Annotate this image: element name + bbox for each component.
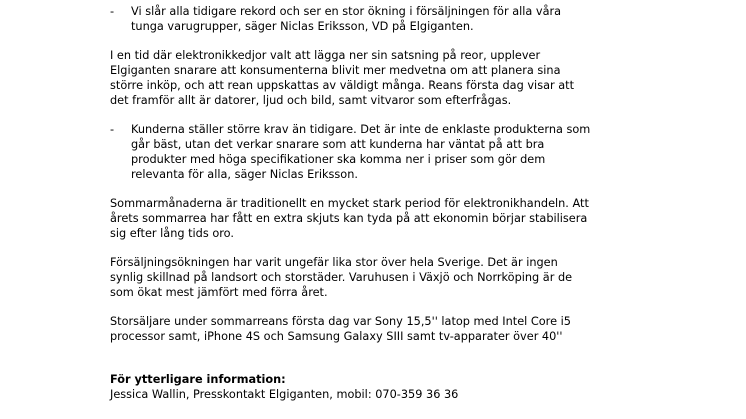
quote-2-line-2: går bäst, utan det verkar snarare som att kunderna har väntat på att bra [131, 138, 545, 151]
paragraph-2-line-2: årets sommarrea har fått en extra skjuts kan tyda på att ekonomin börjar stabilisera [110, 212, 588, 225]
quote-1-line-1: Vi slår alla tidigare rekord och ser en stor ökning i försäljningen för alla våra [131, 5, 562, 18]
quote-1-line-2: tunga varugrupper, säger Niclas Eriksson, VD på Elgiganten. [131, 20, 474, 33]
paragraph-3-line-1: Försäljningsökningen har varit ungefär lika stor över hela Sverige. Det är ingen [110, 256, 558, 269]
paragraph-1 [110, 48, 730, 108]
paragraph-1-line-1: I en tid där elektronikkedjor valt att lägga ner sin satsning på reor, upplever [110, 49, 541, 62]
paragraph-1-line-4: det framför allt är datorer, ljud och bild, samt vitvaror som efterfrågas. [110, 94, 512, 107]
contact-heading: För ytterligare information: [110, 373, 286, 386]
press-release-body [110, 0, 730, 402]
paragraph-4-line-2: processor samt, iPhone 4S och Samsung Galaxy SIII samt tv-apparater över 40'' [110, 330, 563, 343]
contact-section [110, 372, 730, 402]
paragraph-3 [110, 255, 730, 300]
bullet-dash: - [110, 5, 115, 18]
quote-bullet-1 [110, 4, 730, 34]
quote-2-line-1: Kunderna ställer större krav än tidigare. Det är inte de enklaste produkterna som [131, 123, 591, 136]
paragraph-4-line-1: Storsäljare under sommarreans första dag var Sony 15,5'' latop med Intel Core i5 [110, 315, 571, 328]
paragraph-3-line-2: synlig skillnad på landsort och storstäder. Varuhusen i Växjö och Norrköping är de [110, 271, 573, 284]
contact-line-1: Jessica Wallin, Presskontakt Elgiganten, mobil: 070-359 36 36 [110, 388, 459, 401]
quote-2-line-4: relevanta för alla, säger Niclas Eriksson. [131, 168, 358, 181]
quote-2-line-3: produkter med höga specifikationer ska komma ner i priser som gör dem [131, 153, 546, 166]
paragraph-3-line-3: som ökat mest jämfört med förra året. [110, 286, 328, 299]
paragraph-1-line-3: större inköp, och att rean uppskattas av väldigt många. Reans första dag visar att [110, 79, 575, 92]
paragraph-2 [110, 196, 730, 241]
bullet-dash: - [110, 123, 115, 136]
quote-bullet-2 [110, 122, 730, 182]
paragraph-2-line-3: sig efter lång tids oro. [110, 227, 234, 240]
paragraph-4 [110, 314, 730, 344]
paragraph-1-line-2: Elgiganten snarare att konsumenterna blivit mer medvetna om att planera sina [110, 64, 561, 77]
paragraph-2-line-1: Sommarmånaderna är traditionellt en mycket stark period för elektronikhandeln. Att [110, 197, 589, 210]
